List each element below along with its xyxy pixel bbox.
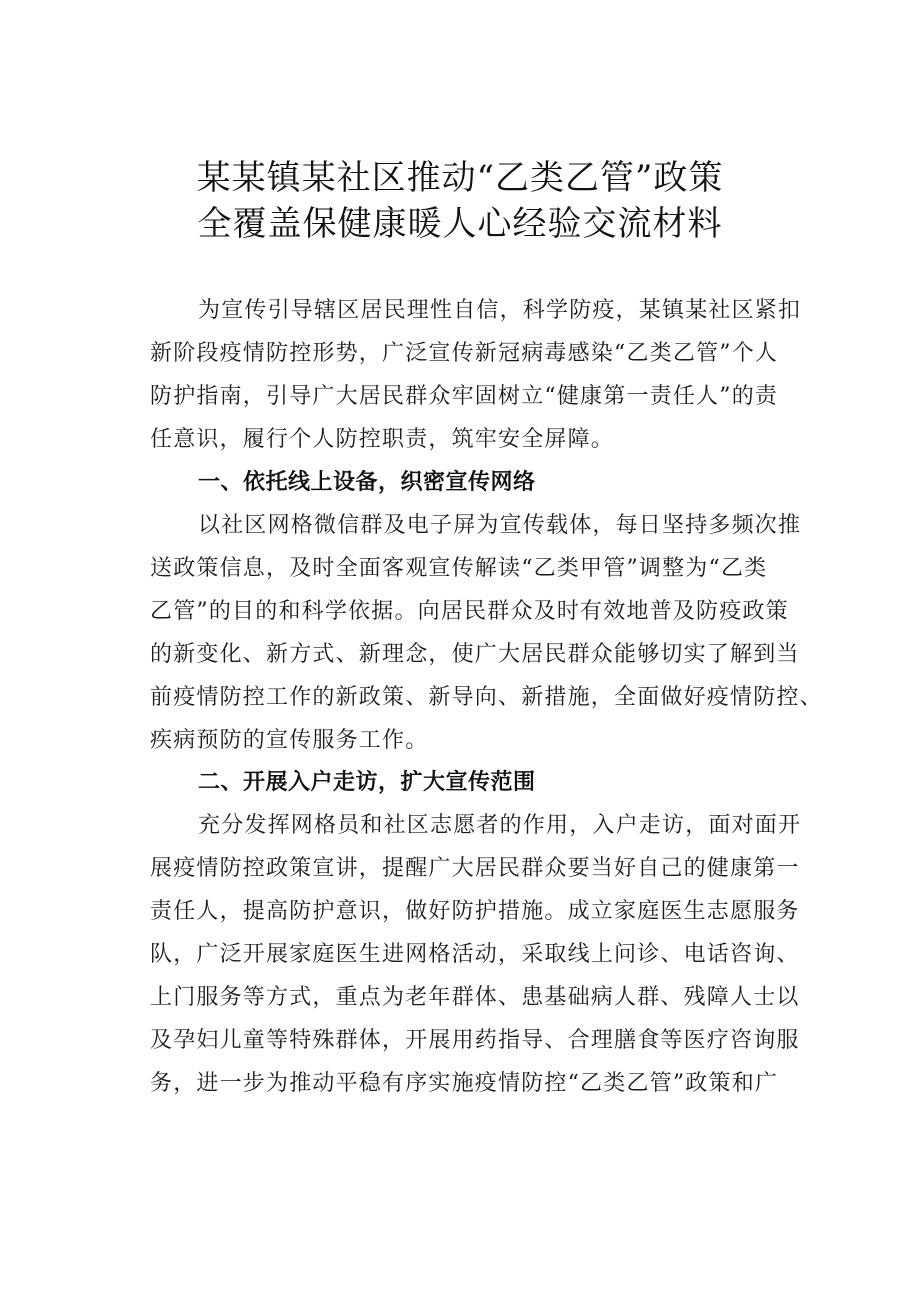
section-heading-2: 二、开展入户走访，扩大宣传范围 <box>198 770 536 795</box>
document-title-line-2: 全覆盖保健康暖人心经验交流材料 <box>197 204 723 244</box>
paragraph-line: 的新变化、新方式、新理念，使广大居民群众能够切实了解到当 <box>150 642 800 667</box>
paragraph-line: 防护指南，引导广大居民群众牢固树立“健康第一责任人”的责 <box>150 384 779 409</box>
paragraph-line: 责任人，提高防护意识，做好防护措施。成立家庭医生志愿服务 <box>150 899 800 924</box>
paragraph-line: 乙管”的目的和科学依据。向居民群众及时有效地普及防疫政策 <box>150 599 789 624</box>
paragraph-line: 前疫情防控工作的新政策、新导向、新措施，全面做好疫情防控、 <box>150 685 823 710</box>
paragraph-line: 以社区网格微信群及电子屏为宣传载体，每日坚持多频次推 <box>198 513 802 538</box>
paragraph-line: 务，进一步为推动平稳有序实施疫情防控“乙类乙管”政策和广 <box>150 1071 779 1096</box>
paragraph-line: 疾病预防的宣传服务工作。 <box>150 728 429 753</box>
paragraph-line: 充分发挥网格员和社区志愿者的作用，入户走访，面对面开 <box>198 813 802 838</box>
section-heading-1: 一、依托线上设备，织密宣传网络 <box>198 470 536 495</box>
paragraph-line: 送政策信息，及时全面客观宣传解读“乙类甲管”调整为“乙类 <box>150 556 768 581</box>
paragraph-line: 新阶段疫情防控形势，广泛宣传新冠病毒感染“乙类乙管”个人 <box>150 341 779 366</box>
paragraph-line: 为宣传引导辖区居民理性自信，科学防疫，某镇某社区紧扣 <box>198 298 802 323</box>
paragraph-line: 展疫情防控政策宣讲，提醒广大居民群众要当好自己的健康第一 <box>150 856 800 881</box>
document-title-line-1: 某某镇某社区推动“乙类乙管”政策 <box>196 158 724 198</box>
paragraph-line: 队，广泛开展家庭医生进网格活动，采取线上问诊、电话咨询、 <box>150 942 800 967</box>
paragraph-line: 任意识，履行个人防控职责，筑牢安全屏障。 <box>150 427 615 452</box>
paragraph-line: 及孕妇儿童等特殊群体，开展用药指导、合理膳食等医疗咨询服 <box>150 1028 800 1053</box>
paragraph-line: 上门服务等方式，重点为老年群体、患基础病人群、残障人士以 <box>150 985 800 1010</box>
